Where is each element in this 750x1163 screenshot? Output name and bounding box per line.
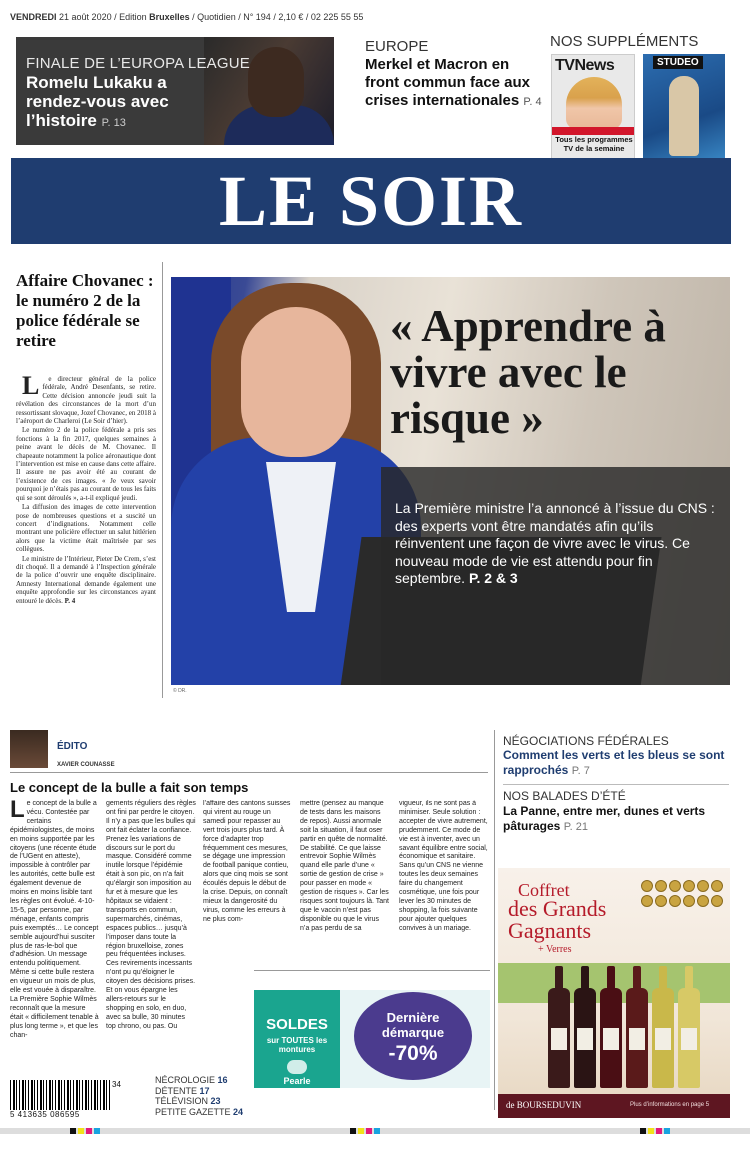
- medal-icon: [683, 880, 695, 892]
- index-label: PETITE GAZETTE: [155, 1106, 231, 1117]
- main-story-lede: [395, 500, 720, 588]
- medal-icon: [641, 895, 653, 907]
- balades-title: La Panne, entre mer, dunes et verts pâturages: [503, 804, 706, 833]
- dateline-details: / Quotidien / N° 194 / 2,10 € / 02 225 55 55: [192, 12, 364, 22]
- chovanec-headline[interactable]: Affaire Chovanec : le numéro 2 de la police fédérale se retire: [16, 271, 154, 350]
- registration-swatch: [640, 1128, 646, 1134]
- europe-teaser[interactable]: [365, 56, 545, 111]
- photo-face: [241, 307, 351, 457]
- bottle-label: [681, 1028, 697, 1050]
- main-page-ref: P. 2 & 3: [468, 570, 518, 586]
- wine-ad-line3: + Verres: [538, 944, 572, 955]
- index-label: NÉCROLOGIE: [155, 1075, 216, 1085]
- edito-column: [300, 800, 390, 950]
- newspaper-logo[interactable]: LE SOIR: [218, 161, 524, 241]
- supplements-kicker: NOS SUPPLÉMENTS: [550, 33, 699, 50]
- wine-bottle: [574, 988, 596, 1088]
- edito-author: XAVIER COUNASSE: [57, 762, 115, 768]
- tvnews-supplement[interactable]: [551, 54, 635, 164]
- chovanec-paragraph: La diffusion des images de cette intervention pose de nombreuses questions et a suscité un concert d’indignations. Notamment celle montrant une policière effectuer un salut hitlérien alors que la victime était maîtrisée par ses collègues.: [16, 503, 156, 554]
- main-lede-text: La Première ministre l’a annoncé à l’issue du CNS : des experts vont être mandatés afin qu’ils réinventent une façon de vivre avec le virus. Ce nouveau mode de vie est attendu pour fin septembre.: [395, 500, 715, 586]
- pearle-circle-line1: Dernière démarque: [381, 1010, 445, 1040]
- pearle-ad[interactable]: [254, 990, 490, 1088]
- registration-swatch: [78, 1128, 84, 1134]
- registration-swatch: [94, 1128, 100, 1134]
- lukaku-page-ref: P. 13: [101, 117, 126, 129]
- dateline-edition: Bruxelles: [149, 12, 190, 22]
- wine-bottle: [678, 988, 700, 1088]
- dateline-date: 21 août 2020 / Edition: [59, 12, 147, 22]
- negotiations-kicker: NÉGOCIATIONS FÉDÉRALES: [503, 734, 669, 748]
- bottle-neck: [581, 966, 589, 990]
- registration-swatch: [366, 1128, 372, 1134]
- edito-title[interactable]: Le concept de la bulle a fait son temps: [10, 780, 249, 795]
- studeo-supplement[interactable]: [643, 54, 725, 164]
- edito-column-text: gements réguliers des règles ont fini par perdre le citoyen. Il n’y a pas que les bulles qui ont fait éclater la confiance. Prenez les variations de discours sur le port du masque. Considéré comme inutile lorsque l’épidémie était à son pic, on n’a fait qu’élargir son imposition au fur et à mesure que les hôpitaux se vidaient : transports en commun, supermarchés, cinémas, espaces publics… jusqu’à l’imposer dans toute la région bruxelloise, zones peu fréquentées incluses. Ces revirements incessants n’ont pu qu’éloigner le citoyen des décisions prises. Et on vous épargne les allers-retours sur le shopping en solo, en duo, avec sa bulle, 30 minutes top chrono, ou pas. Ou: [106, 800, 196, 1030]
- registration-swatch: [664, 1128, 670, 1134]
- tvnews-red-band: [552, 127, 635, 135]
- wine-ad-more-info: Plus d’informations en page 5: [630, 1102, 710, 1108]
- balades-page-ref: P. 21: [563, 820, 588, 833]
- dateline-day: VENDREDI: [10, 12, 57, 22]
- masthead-logo-band: [11, 158, 731, 244]
- edito-column: [399, 800, 489, 950]
- registration-swatch: [86, 1128, 92, 1134]
- registration-swatch: [648, 1128, 654, 1134]
- index-item[interactable]: [155, 1096, 245, 1107]
- registration-swatch: [70, 1128, 76, 1134]
- edito-author-avatar: [10, 730, 48, 768]
- index-item[interactable]: [155, 1086, 245, 1097]
- balades-teaser[interactable]: [503, 804, 733, 834]
- wine-ad-line2: des Grands Gagnants: [508, 896, 607, 943]
- wine-bottle: [652, 988, 674, 1088]
- lukaku-title-text: Romelu Lukaku a rendez-vous avec l’histoire: [26, 73, 169, 130]
- ad-rule: [254, 970, 490, 971]
- registration-swatch: [656, 1128, 662, 1134]
- edito-column-text: l’affaire des cantons suisses qui virent au rouge un samedi pour repasser au vert trois jours plus tard. À force d’adapter trop fréquemment ces mesures, se dégage une impression de football panique contieu, alors que cinq mois se sont écoulés depuis le début de la crise. Depuis, on connaît mieux la dangerosité du virus, comme les erreurs à ne plus com-: [203, 800, 291, 923]
- bottle-label: [629, 1028, 645, 1050]
- column-divider: [494, 730, 495, 1110]
- lukaku-title: [26, 73, 226, 133]
- pearle-ad-subtitle: sur TOUTES les montures: [266, 1036, 328, 1054]
- bottle-label: [603, 1028, 619, 1050]
- chovanec-paragraph: Le numéro 2 de la police fédérale a pris ses fonctions à la fin 2017, quelques semaines à peine avant le décès de M. Chovanec. Il chapeaute notamment la police aéronautique dont l’intervention est mise en cause dans cette affaire. Il assure ne pas avoir été au courant de l’existence de ces images. « Je veux savoir pourquoi je n’étais pas au courant de tous les faits qui se sont déroulés », a-t-il expliqué jeudi.: [16, 426, 156, 502]
- index-item[interactable]: [155, 1107, 245, 1118]
- tvnews-caption: Tous les programmes TV de la semaine: [555, 135, 633, 153]
- index-page: 24: [233, 1106, 244, 1117]
- negotiations-teaser[interactable]: [503, 748, 733, 778]
- medal-icon: [641, 880, 653, 892]
- page-index: [155, 1075, 245, 1117]
- column-divider: [162, 262, 163, 698]
- lukaku-teaser[interactable]: [16, 37, 334, 145]
- medal-icon: [683, 895, 695, 907]
- index-page: 17: [199, 1085, 210, 1096]
- index-item[interactable]: [155, 1075, 245, 1086]
- edito-column-text: mettre (pensez au manque de tests dans les maisons de repos). Aussi anormale soit la situation, il faut oser partir en quête de normalité. De stabilité. Ce que laisse entrevoir Sophie Wilmès quand elle parle d’une « sortie de gestion de crise » pour passer en mode « gestion de risques ». Car les risques sont toujours là. Tant que le vaccin n’est pas disponible ou que le virus n’a pas perdu de sa: [300, 800, 389, 932]
- barcode-issue: 34: [112, 1080, 121, 1089]
- edito-column: [106, 800, 196, 1033]
- barcode-number: 5 413635 086595: [10, 1110, 80, 1119]
- europe-kicker: EUROPE: [365, 38, 429, 55]
- medal-icon: [655, 895, 667, 907]
- studeo-logo: STUDEO: [653, 56, 703, 69]
- pearle-brand: Pearle: [283, 1076, 311, 1086]
- europe-title-text: Merkel et Macron en front commun face aux crises internationales: [365, 56, 531, 109]
- index-page: 23: [210, 1096, 221, 1106]
- index-page: 16: [217, 1075, 228, 1085]
- pearle-circle-discount: -70%: [388, 1042, 438, 1065]
- europe-page-ref: P. 4: [523, 96, 542, 108]
- bottle-label: [551, 1028, 567, 1050]
- balades-kicker: NOS BALADES D’ÉTÉ: [503, 789, 626, 803]
- wine-bottle: [548, 988, 570, 1088]
- photo-credit: © DR.: [173, 688, 187, 694]
- teaser-divider: [503, 784, 729, 785]
- bottle-label: [577, 1028, 593, 1050]
- registration-swatch: [350, 1128, 356, 1134]
- bottle-neck: [555, 966, 563, 990]
- wine-ad-line1: Coffret: [518, 880, 570, 900]
- bottle-neck: [659, 966, 667, 990]
- pearle-logo-icon: [287, 1060, 307, 1074]
- edito-column-text: vigueur, ils ne sont pas à minimiser. Seule solution : accepter de vivre autrement, prudemment. Ce mode de vie est à inventer, avec un savant équilibre entre social, économique et sanitaire. Sans qu’un CNS ne vienne toutes les deux semaines faire du changement cosmétique, une fois pour lever les 30 minutes de shopping, la fois suivante pour ajouter quelques convives à un mariage.: [399, 800, 488, 932]
- medal-icon: [711, 895, 723, 907]
- tvnews-cover-photo: [566, 77, 622, 129]
- medal-icon: [711, 880, 723, 892]
- index-label: TÉLÉVISION: [155, 1096, 209, 1106]
- tvnews-logo: TVNews: [555, 57, 615, 74]
- chovanec-page-ref: P. 4: [64, 596, 76, 605]
- studeo-cover-photo: [669, 76, 699, 156]
- medal-icon: [655, 880, 667, 892]
- chovanec-paragraph: Le directeur général de la police fédérale, André Desenfants, se retire. Cette décision annoncée jeudi suit la révélation des circonstances de la mort d’un ressortissant slovaque, Jozef Chovanec, en 2018 à l’aéroport de Charleroi (Le Soir d’hier).: [16, 371, 156, 426]
- index-label: DÉTENTE: [155, 1085, 198, 1096]
- chovanec-paragraph-text: Le ministre de l’Intérieur, Pieter De Crem, s’est dit choqué. Il a demandé à l’Inspection générale de la police d’ouvrir une enquête disciplinaire. Amnesty International demande également une enquête approfondie sur les circonstances ayant entouré le décès.: [16, 554, 156, 605]
- registration-swatch: [358, 1128, 364, 1134]
- lukaku-head: [248, 47, 304, 117]
- bottle-neck: [685, 966, 693, 990]
- bottle-neck: [633, 966, 641, 990]
- medal-icon: [669, 895, 681, 907]
- bottle-neck: [607, 966, 615, 990]
- wine-bottle: [626, 988, 648, 1088]
- medal-icon: [697, 880, 709, 892]
- barcode: [10, 1080, 110, 1110]
- edito-column-text: Le concept de la bulle a vécu. Contestée par certains épidémiologistes, de moins en moins supportée par les citoyens (une récente étude de l’UGent en atteste), impossible à contrôler par les autorités, cette bulle est également devenue de moins en moins lisible tant les règles ont évolué. 4-10-15-5, par personne, par ménage, enfants compris puis exemptés… Le concept semble aujourd’hui susciter plus de ras-le-bol que d’adhésion. Un message entendu politiquement. Même si cette bulle restera en vigueur un mois de plus, elle est vouée à disparaître. La Première Sophie Wilmès reconnaît que la mesure était « difficilement tenable à plus long terme », et que les chan-: [10, 796, 99, 1039]
- medal-icon: [669, 880, 681, 892]
- edito-column: [203, 800, 293, 950]
- edito-rule: [10, 772, 488, 773]
- edito-column: [10, 796, 100, 1041]
- dateline: [10, 12, 363, 22]
- chovanec-paragraph: [16, 555, 156, 605]
- pearle-ad-title: SOLDES: [266, 1016, 328, 1033]
- main-headline-quote[interactable]: « Apprendre à vivre avec le risque »: [390, 301, 666, 443]
- wine-ad-brand: de BOURSEDUVIN: [506, 1100, 582, 1110]
- negotiations-title: Comment les verts et les bleus se sont rapprochés: [503, 748, 725, 777]
- medal-icon: [697, 895, 709, 907]
- wine-ad[interactable]: [498, 868, 730, 1118]
- wine-bottle: [600, 988, 622, 1088]
- edito-label: ÉDITO: [57, 741, 88, 752]
- bottle-label: [655, 1028, 671, 1050]
- registration-swatch: [374, 1128, 380, 1134]
- chovanec-body: [16, 371, 156, 606]
- lukaku-kicker: FINALE DE L’EUROPA LEAGUE: [26, 55, 250, 72]
- negotiations-page-ref: P. 7: [571, 764, 590, 777]
